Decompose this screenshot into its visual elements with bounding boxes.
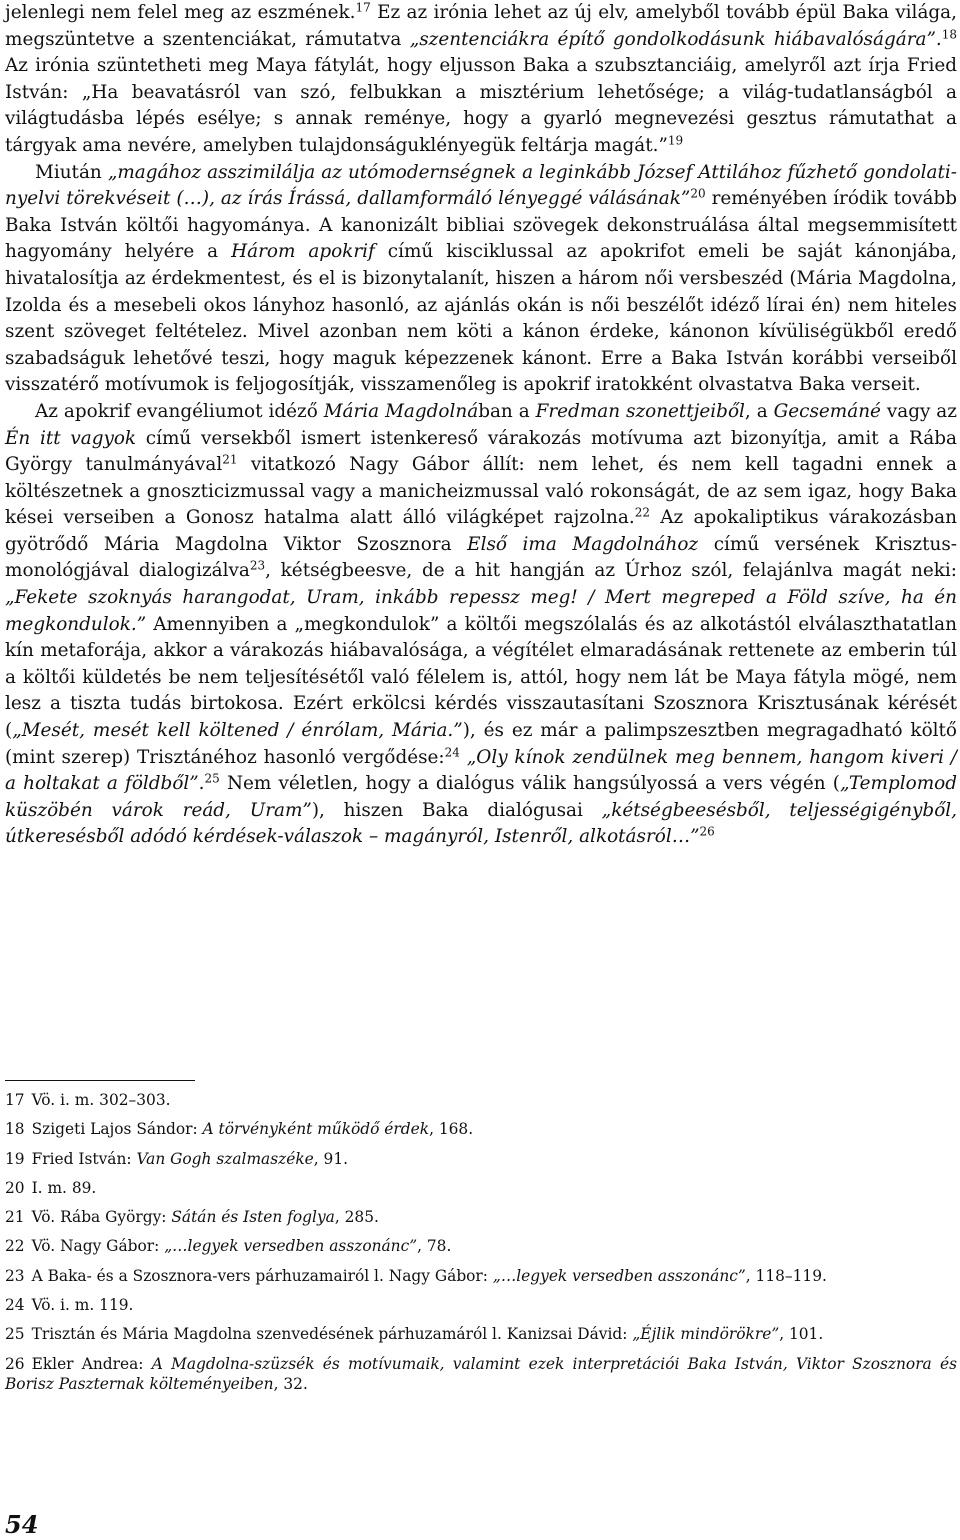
footnote-title-italic: „…legyek versedben asszonánc” [492,1266,746,1285]
footnote-ref-18: 18 [941,27,957,41]
quote-italic: „Fekete szoknyás harangodat, Uram, inkább repessz meg! / Mert megreped a Föld szíve, ha én megkondulok.” [5,587,957,635]
footnote-text: , 78. [417,1237,452,1256]
text-run: ban a [478,400,536,422]
footnote-number: 25 [5,1325,25,1344]
footnote-ref-21: 21 [222,452,238,467]
footnote-ref-19: 19 [667,133,684,148]
text-run: című versekből ismert istenkereső várakozás motívuma azt bizonyítja, amit a Rába György tanulmányával [5,427,957,476]
text-run: Az apokrif evangéliumot idéző [35,400,324,422]
footnote-number: 22 [5,1237,25,1256]
footnote-item [5,1090,957,1110]
footnote-item [5,1119,957,1139]
title-italic: Én itt vagyok [5,427,137,449]
footnote-title-italic: „Éjlik mindörökre” [632,1325,780,1344]
footnote-number: 17 [5,1091,25,1109]
footnote-number: 21 [5,1208,25,1227]
title-italic: Gecsemáné [773,400,881,422]
footnote-ref-20: 20 [690,186,706,201]
text-run: vitatkozó Nagy Gábor állít: nem lehet, és nem kell tagadni ennek a költészetnek a gnoszticizmussal vagy a manicheizmussal való rokonságát, de az sem igaz, hogy Baka kései verseiben a Gonosz hatalma alatt álló világképet rajzolna. [5,454,957,529]
footnote-text: , 32. [273,1374,308,1393]
footnote-title-italic: „…legyek versedben asszonánc” [164,1237,418,1256]
text-run: ), hiszen Baka dialógusai [311,799,602,821]
footnote-item [5,1295,957,1315]
footnote-item [5,1236,957,1256]
footnote-text: Trisztán és Mária Magdolna szenvedésének párhuzamáról l. Kanizsai Dávid: [31,1325,633,1344]
text-run: reményében íródik tovább Baka István költői hagyománya. A kanonizált bibliai szövegek dekonstruálása által megsemmisített hagyomány helyére a [5,188,958,263]
footnote-text: Vö. Rába György: [31,1208,172,1227]
paragraph-1 [5,0,957,160]
footnote-number: 26 [5,1354,25,1373]
text-run: című kisciklussal az apokrifot emeli be saját kánonjába, hivatalosítja az érdekmentest, és el is bizonytalanít, hiszen a három női versbeszéd (Mária Magdolna, Izolda és a mesebeli okos lányhoz hasonló, az ajánlás okán is női beszélőt idéző lírai én) nem hiteles szent szöveget feltételez. Mivel azonban nem köti a kánon érdeke, kánonon kívüliségükből eredő szabadságuk lehetővé teszi, hogy maguk képezzenek kánont. Erre a Baka István korábbi verseiből visszatérő motívumok is feljogosítják, visszamenőleg is apokrif iratokként olvastatva Baka verseit. [5,241,957,396]
footnote-text: , 168. [429,1120,474,1139]
footnote-ref-22: 22 [634,505,650,520]
quote-italic: „szentenciákra építő gondolkodásunk hiábavalóságára”. [409,28,942,50]
paragraph-2 [5,160,957,399]
footnote-text: Vö. Nagy Gábor: [31,1237,165,1256]
text-run: Az apokaliptikus várakozásban gyötrődő Mária Magdolna Viktor Szosznora [5,507,957,555]
text-run: Ez az irónia lehet az új elv, amelyből tovább épül Baka világa, megszüntetve a szentenciákat, rámutatva [5,2,957,50]
page-number: 54 [5,1510,39,1539]
footnote-text: A Baka- és a Szosznora-vers párhuzamairól l. Nagy Gábor: [31,1266,493,1285]
title-italic: Mária Magdolná [323,400,479,422]
title-italic: Fredman szonettjeiből [535,400,745,422]
footnote-text: Szigeti Lajos Sándor: [31,1120,203,1139]
footnote-ref-23: 23 [249,558,266,573]
footnote-text: , 91. [313,1149,349,1168]
footnote-title-italic: A törvényként működő érdek [202,1120,430,1139]
footnote-ref-26: 26 [699,824,715,839]
footnote-item [5,1324,957,1344]
text-run: Az irónia szüntetheti meg Maya fátylát, hogy eljusson Baka a szubsztanciáig, amelyről azt írja Fried István: „Ha beavatásról van szó, felbukkan a misztérium lehetősége; a világ-tudatlanságból a világtudásba lépés esélye; s annak reménye, hogy a gyarló megnevezési gesztus rámutathat a tárgyak ama nevére, amelyben tulajdonságuklényegük feltárja magát.” [5,55,957,156]
text-run: Amennyiben a „megkondulok” a költői megszólalás és az alkotástól elválaszthatatlan kín metaforája, akkor a várakozás hiábavalósága, a végítélet elmaradásának rettenete az emberin túl a költői küldetés be nem teljesítésétől való félelem is, attól, hogy nem lát be Maya fátyla mögé, nem lesz a tiszta tudás birtokosa. Ezért erkölcsi kérdés visszautasítani Szosznora Krisztusának kérését ( [5,613,957,742]
footnote-number: 19 [5,1149,25,1168]
footnote-item [5,1178,957,1198]
footnote-text: I. m. 89. [31,1178,97,1197]
footnote-item [5,1149,957,1169]
footnote-title-italic: Sátán és Isten foglya [171,1208,335,1227]
page [5,0,957,851]
footnote-number: 23 [5,1266,25,1285]
footnote-text: Ekler Andrea: [31,1354,152,1373]
footnote-text: Vö. i. m. 119. [31,1296,134,1315]
quote-italic: „Mesét, mesét kell költened / énrólam, Mária.” [12,720,463,742]
text-run [460,747,467,768]
quote-italic: „kétségbeesésből, teljességigényből, útkeresésből adódó kérdések-válaszok – magányról, Istenről, alkotásról…” [5,799,957,848]
footnote-ref-17: 17 [355,0,371,15]
footnote-title-italic: Van Gogh szalmaszéke [136,1149,314,1168]
footnote-item [5,1354,957,1394]
footnote-text: Fried István: [31,1149,137,1168]
text-run: című versének Krisztus-monológjával dialogizálva [5,533,957,582]
text-run: Miután [35,161,108,183]
footnote-title-italic: A Magdolna-szüzsék és motívumaik, valamint ezek interpretációi Baka István, Viktor Szosznora és Borisz Paszternak költeményeiben [5,1354,957,1393]
quote-italic: „magához asszimilálja az utómodernségnek a leginkább József Attilához fűzhető gondolati-nyelvi törekvéseit (…), az írás Írássá, dallamformáló lényeggé válásának” [5,161,957,210]
footnote-ref-24: 24 [444,745,460,760]
footnote-text: , 118–119. [745,1266,827,1285]
footnote-item [5,1266,957,1286]
footnote-item [5,1207,957,1227]
footnote-separator [5,1080,195,1081]
paragraph-3 [5,399,957,851]
quote-italic: „Oly kínok zendülnek meg bennem, hangom kiveri / a holtakat a földből”. [5,746,957,795]
text-run: , a [744,400,774,422]
text-run: ), és ez már a palimpszesztben megragadható költő (mint szerep) Trisztánéhoz hasonló vergődése: [5,720,957,768]
footnote-ref-25: 25 [204,771,220,786]
footnote-text: Vö. i. m. 302–303. [31,1091,171,1109]
footnote-text: , 101. [779,1325,824,1344]
body-text [5,0,957,851]
text-run: , kétségbeesve, de a hit hangján az Úrhoz szól, felajánlva magát neki: [265,560,957,582]
footnote-number: 18 [5,1120,25,1139]
footnote-number: 20 [5,1178,25,1197]
footnote-number: 24 [5,1296,25,1315]
text-run: Nem véletlen, hogy a dialógus válik hangsúlyossá a vers végén ( [219,773,840,795]
title-italic: Három apokrif [231,241,375,263]
footnotes [5,1090,957,1403]
footnote-text: , 285. [334,1208,379,1227]
quote-italic: „Templomod küszöbén várok reád, Uram” [5,773,957,821]
text-run: jelenlegi nem felel meg az eszmének. [5,2,356,23]
text-run: vagy az [880,400,957,422]
title-italic: Első ima Magdolnához [467,533,699,555]
